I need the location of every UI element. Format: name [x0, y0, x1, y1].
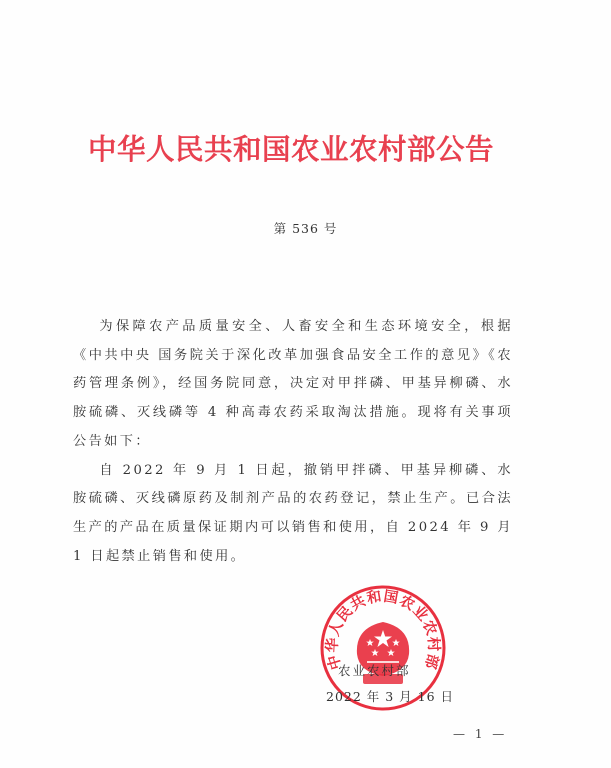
issuer-signature: 农业农村部 [338, 663, 411, 678]
paragraph-intro: 为保障农产品质量安全、人畜安全和生态环境安全，根据《中共中央 国务院关于深化改革加强食品安全工作的意见》《农药管理条例》，经国务院同意，决定对甲拌磷、甲基异柳磷、水胺硫磷、灭线磷等 4 种高毒农药采取淘汰措施。现将有关事项公告如下： [73, 319, 513, 449]
page-number: — 1 — [453, 727, 508, 741]
issue-date: 2022 年 3 月 16 日 [326, 689, 455, 704]
document-number: 第 536 号 [273, 221, 338, 236]
svg-text:中华人民共和国农业农村部: 中华人民共和国农业农村部 [324, 588, 442, 672]
document-title: 中华人民共和国农业农村部公告 [88, 133, 495, 166]
document-body [73, 313, 513, 571]
paragraph-provision: 自 2022 年 9 月 1 日起，撤销甲拌磷、甲基异柳磷、水胺硫磷、灭线磷原药及制剂产品的农药登记，禁止生产。已合法生产的产品在质量保证期内可以销售和使用，自 2024 年 9 月 1 日起禁止销售和使用。 [73, 462, 513, 564]
